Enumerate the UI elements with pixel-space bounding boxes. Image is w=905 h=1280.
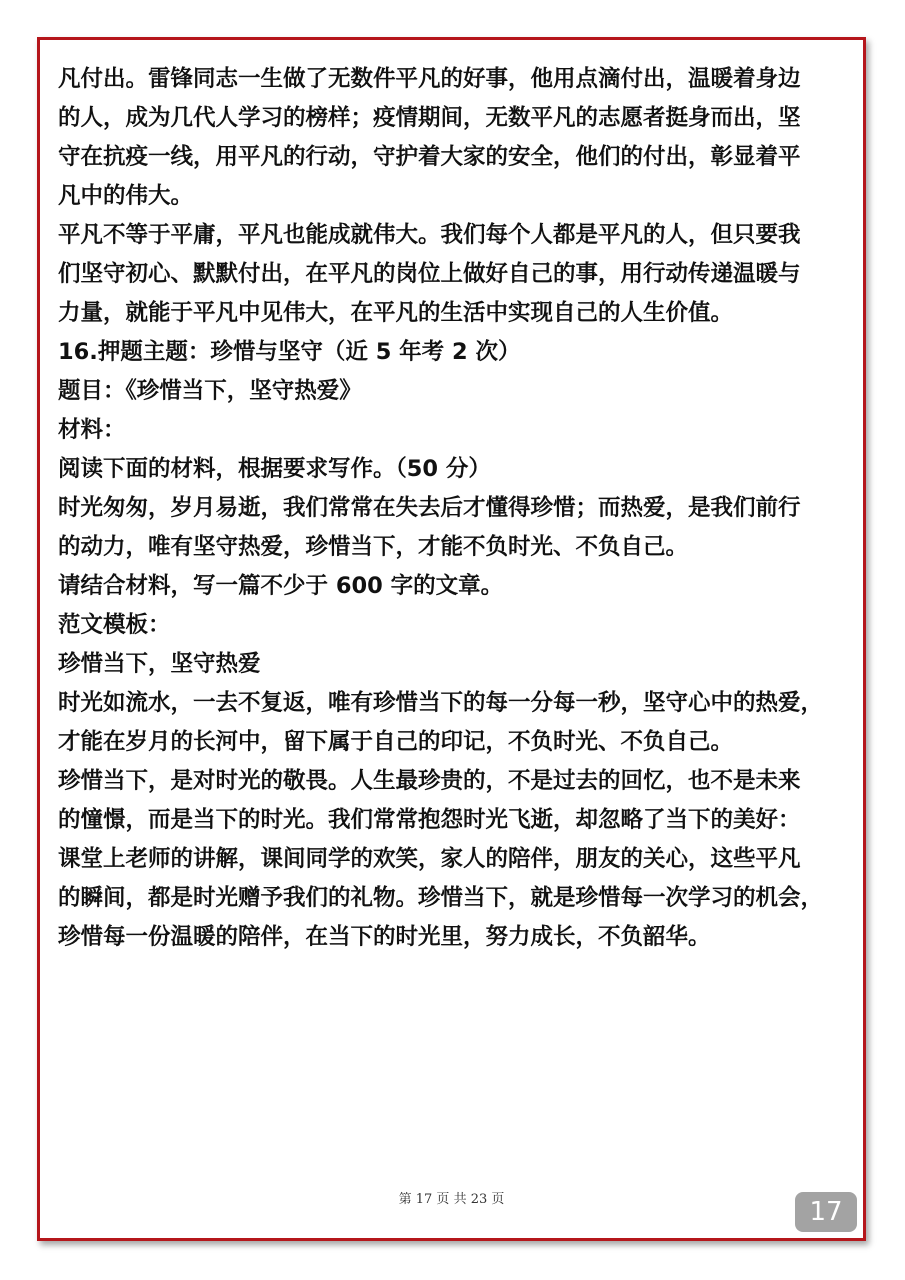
text-line: 课堂上老师的讲解，课间同学的欢笑，家人的陪伴，朋友的关心，这些平凡: [58, 846, 801, 872]
page-footer: 第 17 页 共 23 页: [398, 1192, 505, 1207]
text-line: 的憧憬，而是当下的时光。我们常常抱怨时光飞逝，却忽略了当下的美好：: [58, 807, 801, 833]
text-line: 珍惜每一份温暖的陪伴，在当下的时光里，努力成长，不负韶华。: [58, 924, 711, 950]
text-line: 力量，就能于平凡中见伟大，在平凡的生活中实现自己的人生价值。: [58, 300, 734, 326]
text-line: 平凡不等于平庸，平凡也能成就伟大。我们每个人都是平凡的人，但只要我: [58, 222, 801, 248]
essay-title-line: 题目：《珍惜当下，坚守热爱》: [58, 378, 362, 404]
text-line: 们坚守初心、默默付出，在平凡的岗位上做好自己的事，用行动传递温暖与: [58, 261, 801, 287]
text-line: 时光如流水，一去不复返，唯有珍惜当下的每一分每一秒，坚守心中的热爱，: [58, 690, 824, 716]
text-line: 时光匆匆，岁月易逝，我们常常在失去后才懂得珍惜；而热爱，是我们前行: [58, 495, 801, 521]
section-heading: 16.押题主题：珍惜与坚守（近 5 年考 2 次）: [58, 339, 521, 365]
template-label: 范文模板：: [58, 612, 171, 638]
text-line: 珍惜当下，是对时光的敬畏。人生最珍贵的，不是过去的回忆，也不是未来: [58, 768, 801, 794]
text-line: 的人，成为几代人学习的榜样；疫情期间，无数平凡的志愿者挺身而出，坚: [58, 105, 801, 131]
text-line: 的瞬间，都是时光赠予我们的礼物。珍惜当下，就是珍惜每一次学习的机会，: [58, 885, 824, 911]
text-line: 才能在岁月的长河中，留下属于自己的印记，不负时光、不负自己。: [58, 729, 734, 755]
page-frame: [37, 37, 866, 1241]
text-line: 凡付出。雷锋同志一生做了无数件平凡的好事，他用点滴付出，温暖着身边: [58, 66, 801, 92]
text-line: 阅读下面的材料，根据要求写作。（50 分）: [58, 456, 491, 482]
page-number-badge: 17: [795, 1192, 857, 1232]
text-line: 凡中的伟大。: [58, 183, 194, 209]
text-line: 请结合材料，写一篇不少于 600 字的文章。: [58, 573, 504, 599]
text-line: 的动力，唯有坚守热爱，珍惜当下，才能不负时光、不负自己。: [58, 534, 689, 560]
text-line: 守在抗疫一线，用平凡的行动，守护着大家的安全，他们的付出，彰显着平: [58, 144, 801, 170]
essay-title: 珍惜当下，坚守热爱: [58, 651, 261, 677]
material-label: 材料：: [58, 417, 126, 443]
document-body: [58, 60, 858, 957]
